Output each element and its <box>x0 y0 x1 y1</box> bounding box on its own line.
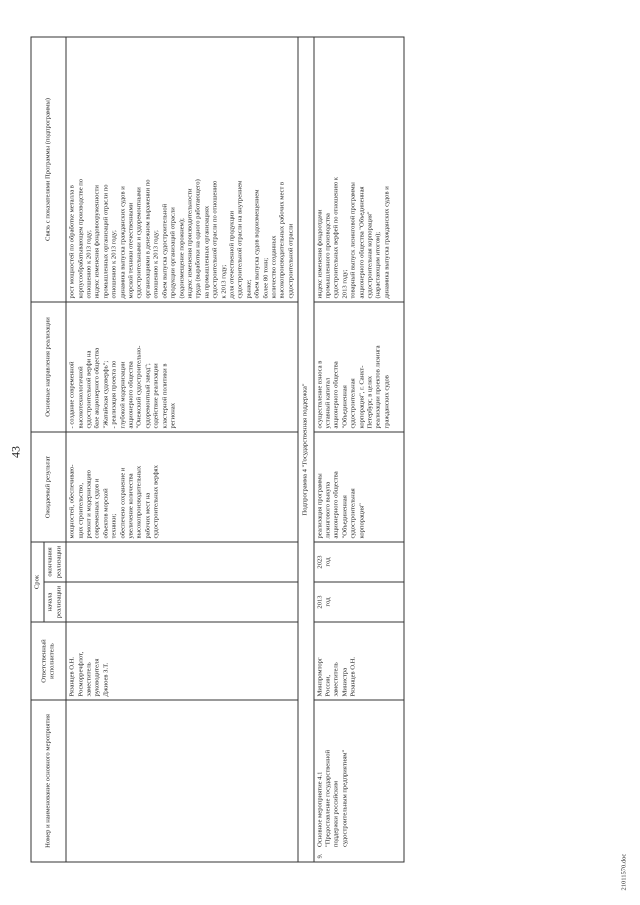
text-line: высокопроизводительных рабочих мест в <box>278 181 286 299</box>
text-line: - создание современной <box>68 361 76 429</box>
text-line: продукции организаций отрасли <box>169 207 177 299</box>
subprogram-row <box>298 37 313 862</box>
table-header-row <box>31 37 44 862</box>
text-line: России, <box>324 674 332 697</box>
text-line: объем выпуска судостроительной <box>161 203 169 299</box>
row2-name <box>314 700 404 850</box>
text-line: поддержки российским <box>332 780 340 847</box>
text-line: 2023 <box>316 555 324 569</box>
text-line: содействие реализации <box>152 363 160 429</box>
text-line: судостроительными и судоремонтными <box>135 187 143 299</box>
text-line: увеличение количества <box>127 473 135 539</box>
text-line: реализации проектов лизинга <box>374 345 382 429</box>
text-line: организациями в денежном выражении по <box>144 179 152 299</box>
text-line: промышленного производства <box>324 213 332 299</box>
text-line: базе акционерного общества <box>93 347 101 429</box>
text-line: морской техники отечественными <box>127 202 135 299</box>
text-line: Петербург, в целях <box>366 375 374 429</box>
text-line: регионах <box>169 402 177 429</box>
text-line: Рязанцев О.Н. <box>349 656 357 697</box>
text-line: рынке; <box>245 279 253 299</box>
header-start: начала реализации <box>44 582 66 622</box>
text-line: индекс изменения производительности <box>186 188 194 299</box>
text-line: "Предоставление государственной <box>324 749 332 847</box>
text-line: 2013 <box>316 595 324 609</box>
text-line: промышленных организаций отрасли по <box>102 184 110 299</box>
text-line: осуществление взноса в <box>316 360 324 429</box>
text-line: Минпромторг <box>316 657 324 697</box>
header-directions: Основные направления реализации <box>31 302 66 432</box>
row2-directions <box>314 302 404 432</box>
text-line: индекс изменения фондовооруженности <box>93 185 101 299</box>
text-line: судоремонтный завод"; <box>144 363 152 429</box>
text-line: рост мощностей по обработке металла в <box>68 185 76 299</box>
text-line: "Объединенная <box>341 385 349 429</box>
text-line: корпорация" <box>358 503 366 539</box>
document-page <box>1 0 640 905</box>
text-line: 2013 году; <box>341 269 349 299</box>
text-line: глубокой модернизации <box>119 361 127 429</box>
text-line: кластерной политики в <box>161 363 169 429</box>
text-line: к 2013 году; <box>220 264 228 299</box>
text-line: корпорация", г. Санкт- <box>358 365 366 429</box>
row2-executor <box>314 622 404 700</box>
text-line: "Объединенная <box>341 495 349 539</box>
table-row <box>314 37 404 862</box>
text-line: акционерного общества <box>127 361 135 429</box>
text-line: на промышленных организациях <box>203 205 211 299</box>
text-line: уставный капитал <box>324 377 332 429</box>
text-line: более 80 тонн; <box>262 257 270 299</box>
table-row <box>66 37 298 862</box>
text-line: судостроительных верфей по отношению к <box>332 177 340 299</box>
header-link: Связь с показателями Программы (подпрограммы) <box>31 37 66 302</box>
text-line: рабочих мест на <box>144 492 152 539</box>
text-line: Джиоев З.Т. <box>102 662 110 697</box>
text-line: Росморречфлот, <box>77 651 85 697</box>
text-line: руководителя <box>93 658 101 697</box>
text-line: отношению к 2013 году; <box>152 230 160 299</box>
text-line: Министра <box>341 667 349 697</box>
text-line: динамика выпуска гражданских судов и <box>119 186 127 299</box>
text-line: Рязанцев О.Н. <box>68 656 76 697</box>
text-line: лизингового выкупа <box>324 481 332 539</box>
text-line: акционерного общества <box>332 361 340 429</box>
header-executor: Ответственный исполнитель <box>31 622 66 700</box>
header-name: Номер и наименование основного мероприятия <box>31 700 66 862</box>
text-line: судостроительной отрасли на внутреннем <box>236 180 244 299</box>
page-number: 43 <box>8 446 23 458</box>
text-line: заместитель <box>85 662 93 697</box>
header-end: окончания реализации <box>44 542 66 582</box>
text-line: судостроительная <box>349 488 357 539</box>
text-line: гражданских судов <box>383 375 391 429</box>
row1-executor <box>66 622 298 700</box>
text-line: (нарастающим итогом); <box>374 231 382 299</box>
text-line: Основное мероприятие 4.1 <box>316 771 324 847</box>
text-line: судостроительная корпорация" <box>366 211 374 299</box>
text-line: ремонт и модернизацию <box>85 470 93 539</box>
text-line: доля отечественной продукции <box>228 210 236 299</box>
text-line: "Онежский судостроительно- <box>135 345 143 429</box>
text-line: корпусообрабатывающем производстве по <box>77 178 85 299</box>
text-line: судостроительной отрасли <box>287 223 295 299</box>
text-line: судостроительных верфях <box>152 465 160 539</box>
text-line: объем выпуска судов водоизмещением <box>253 189 261 299</box>
text-line: обеспечено сохранение и <box>119 467 127 539</box>
text-line: щих строительство, <box>77 482 85 539</box>
header-term: Срок <box>31 542 44 622</box>
text-line: судостроительной верфи на <box>85 350 93 429</box>
text-line: отношению к 2013 году; <box>85 230 93 299</box>
measures-table <box>31 36 405 862</box>
text-line: акционерного общества <box>332 471 340 539</box>
text-line: год <box>324 557 332 567</box>
text-line: "Жатайская судоверфь"; <box>102 360 110 429</box>
text-line: акционерного общества "Объединенная <box>358 186 366 299</box>
row1-link <box>66 37 298 302</box>
text-line: динамика выпуска гражданских судов и <box>383 186 391 299</box>
text-line: судостроительная <box>349 378 357 429</box>
text-line: объектов морской <box>102 488 110 539</box>
text-line: техники; <box>110 513 118 539</box>
row2-end <box>314 542 404 582</box>
row2-start <box>314 582 404 622</box>
file-name-footer: 21011570.doc <box>620 853 628 891</box>
text-line: заместитель <box>332 662 340 697</box>
text-line: (водоизмещение порожнем); <box>178 218 185 299</box>
text-line: судостроительной отрасли по отношению <box>211 180 219 299</box>
text-line: товарный выпуск лизинговой программы <box>349 182 357 299</box>
subprogram-title: Подпрограмма 4 "Государственная поддержка" <box>298 37 313 862</box>
text-line: количество созданных <box>270 235 278 299</box>
text-line: отношению к 2013 году; <box>110 230 118 299</box>
row1-result <box>66 432 298 542</box>
row2-number: 9. <box>314 850 404 862</box>
row2-result <box>314 432 404 542</box>
text-line: - реализация проекта по <box>110 360 118 429</box>
header-result: Ожидаемый результат <box>31 432 66 542</box>
text-line: труда (выработки на одного работающего) <box>194 179 202 299</box>
row1-directions <box>66 302 298 432</box>
text-line: год <box>324 597 332 607</box>
text-line: реализация программы <box>316 473 324 539</box>
text-line: судостроительным предприятиям" <box>341 749 349 847</box>
text-line: индекс изменения фондоотдачи <box>316 209 324 299</box>
text-line: современных судов и <box>93 478 101 539</box>
text-line: высокотехнологичной <box>77 366 85 429</box>
row2-link <box>314 37 404 302</box>
text-line: мощностей, обеспечиваю- <box>68 464 76 539</box>
text-line: высокопроизводительных <box>135 465 143 539</box>
